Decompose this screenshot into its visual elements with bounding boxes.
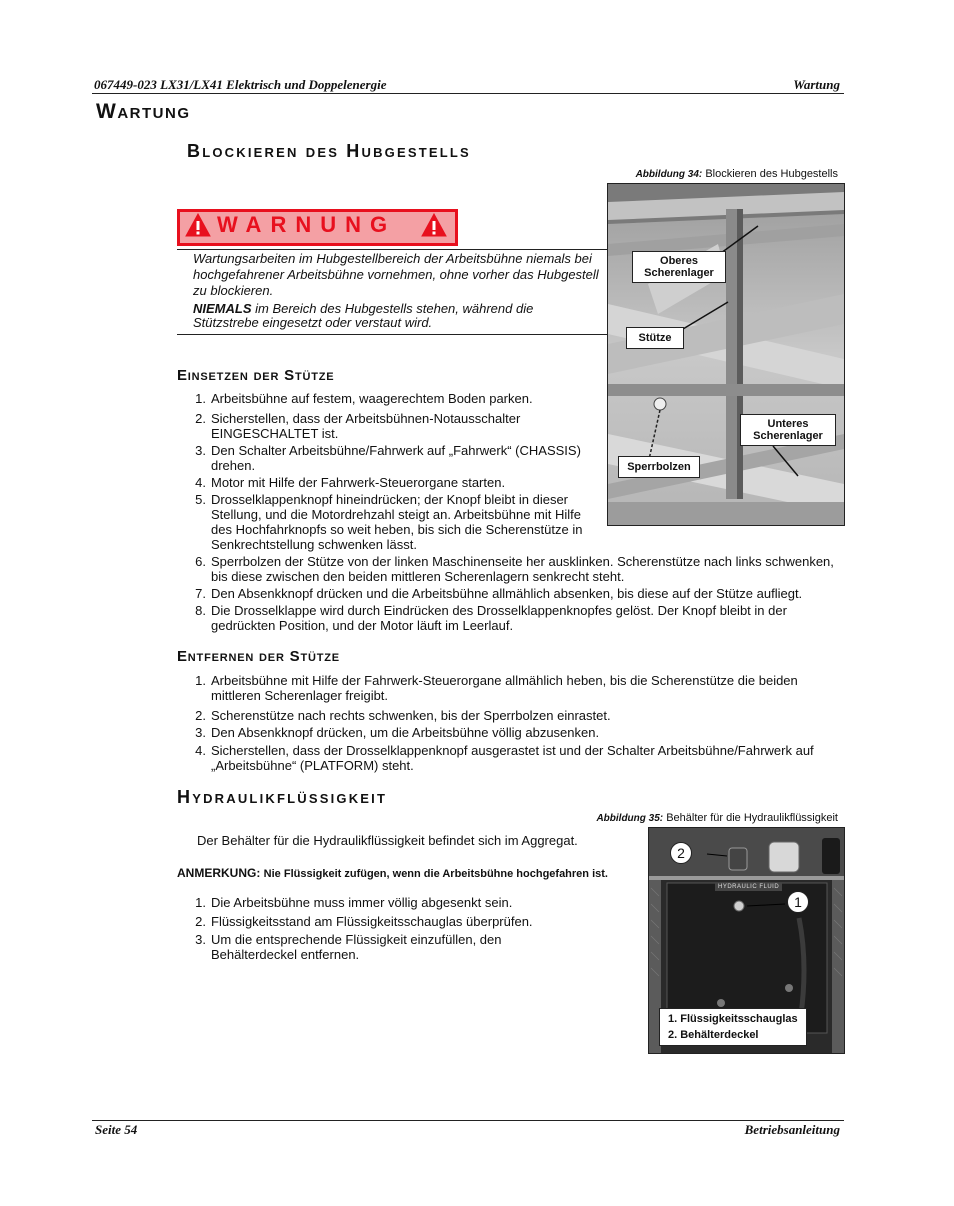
header-rule: [92, 93, 844, 94]
callout-unteres-scherenlager: Unteres Scherenlager: [740, 414, 836, 446]
footer-rule: [92, 1120, 844, 1121]
callout-stuetze: Stütze: [626, 327, 684, 349]
note-text: Nie Flüssigkeit zufügen, wenn die Arbeitsbühne hochgefahren ist.: [263, 868, 608, 880]
figure34-caption: [636, 168, 838, 180]
hydraulik-intro: Der Behälter für die Hydraulikflüssigkeit befindet sich im Aggregat.: [197, 833, 578, 848]
figure35-caption: [596, 812, 838, 824]
subheading-einsetzen: Einsetzen der Stütze: [177, 367, 335, 384]
legend-item-2: 2. Behälterdeckel: [668, 1029, 759, 1041]
marker-2: 2: [670, 842, 692, 864]
callout-oberes-scherenlager: Oberes Scherenlager: [632, 251, 726, 283]
header-left: 067449-023 LX31/LX41 Elektrisch und Doppelenergie: [94, 77, 387, 92]
header-right: Wartung: [793, 77, 840, 92]
warning-text-2-rest: im Bereich des Hubgestells stehen, während die Stützstrebe eingesetzt oder verstaut wird.: [193, 301, 534, 330]
warning-text-2: [193, 302, 593, 330]
warning-banner: [177, 209, 458, 246]
page-title: Wartung: [96, 100, 191, 123]
legend-item-1: 1. Flüssigkeitsschauglas: [668, 1013, 798, 1025]
note: [177, 866, 608, 880]
warning-text-1: Wartungsarbeiten im Hubgestellbereich der Arbeitsbühne niemals bei hochgefahrener Arbeitsbühne vornehmen, ohne vorher das Hubgestell zu blockieren.: [193, 251, 599, 298]
figure35-photo: [648, 827, 845, 1054]
tank-label: HYDRAULIC FLUID: [715, 883, 782, 891]
section-heading-blockieren: Blockieren des Hubgestells: [187, 141, 471, 161]
footer-left: Seite 54: [95, 1122, 138, 1137]
warning-never: NIEMALS: [193, 301, 252, 316]
warning-bottom-rule: [177, 334, 607, 335]
callout-sperrbolzen: Sperrbolzen: [618, 456, 700, 478]
warning-triangle-icon-right: [421, 213, 447, 237]
warning-label: WARNUNG: [217, 212, 397, 237]
figure34-caption-text: Blockieren des Hubgestells: [705, 168, 838, 180]
note-label: ANMERKUNG:: [177, 866, 261, 880]
warning-top-rule: [177, 249, 607, 250]
figure34-photo: [607, 183, 845, 526]
figure34-caption-label: Abbildung 34:: [635, 169, 703, 180]
figure35-caption-label: Abbildung 35:: [596, 813, 664, 824]
subheading-entfernen: Entfernen der Stütze: [177, 648, 340, 665]
figure35-caption-text: Behälter für die Hydraulikflüssigkeit: [666, 812, 838, 824]
figure35-legend: [659, 1008, 807, 1046]
section-heading-hydraulik: Hydraulikflüssigkeit: [177, 787, 388, 807]
marker-1: 1: [787, 891, 809, 913]
warning-triangle-icon-left: [185, 213, 211, 237]
footer-right: Betriebsanleitung: [744, 1122, 840, 1137]
